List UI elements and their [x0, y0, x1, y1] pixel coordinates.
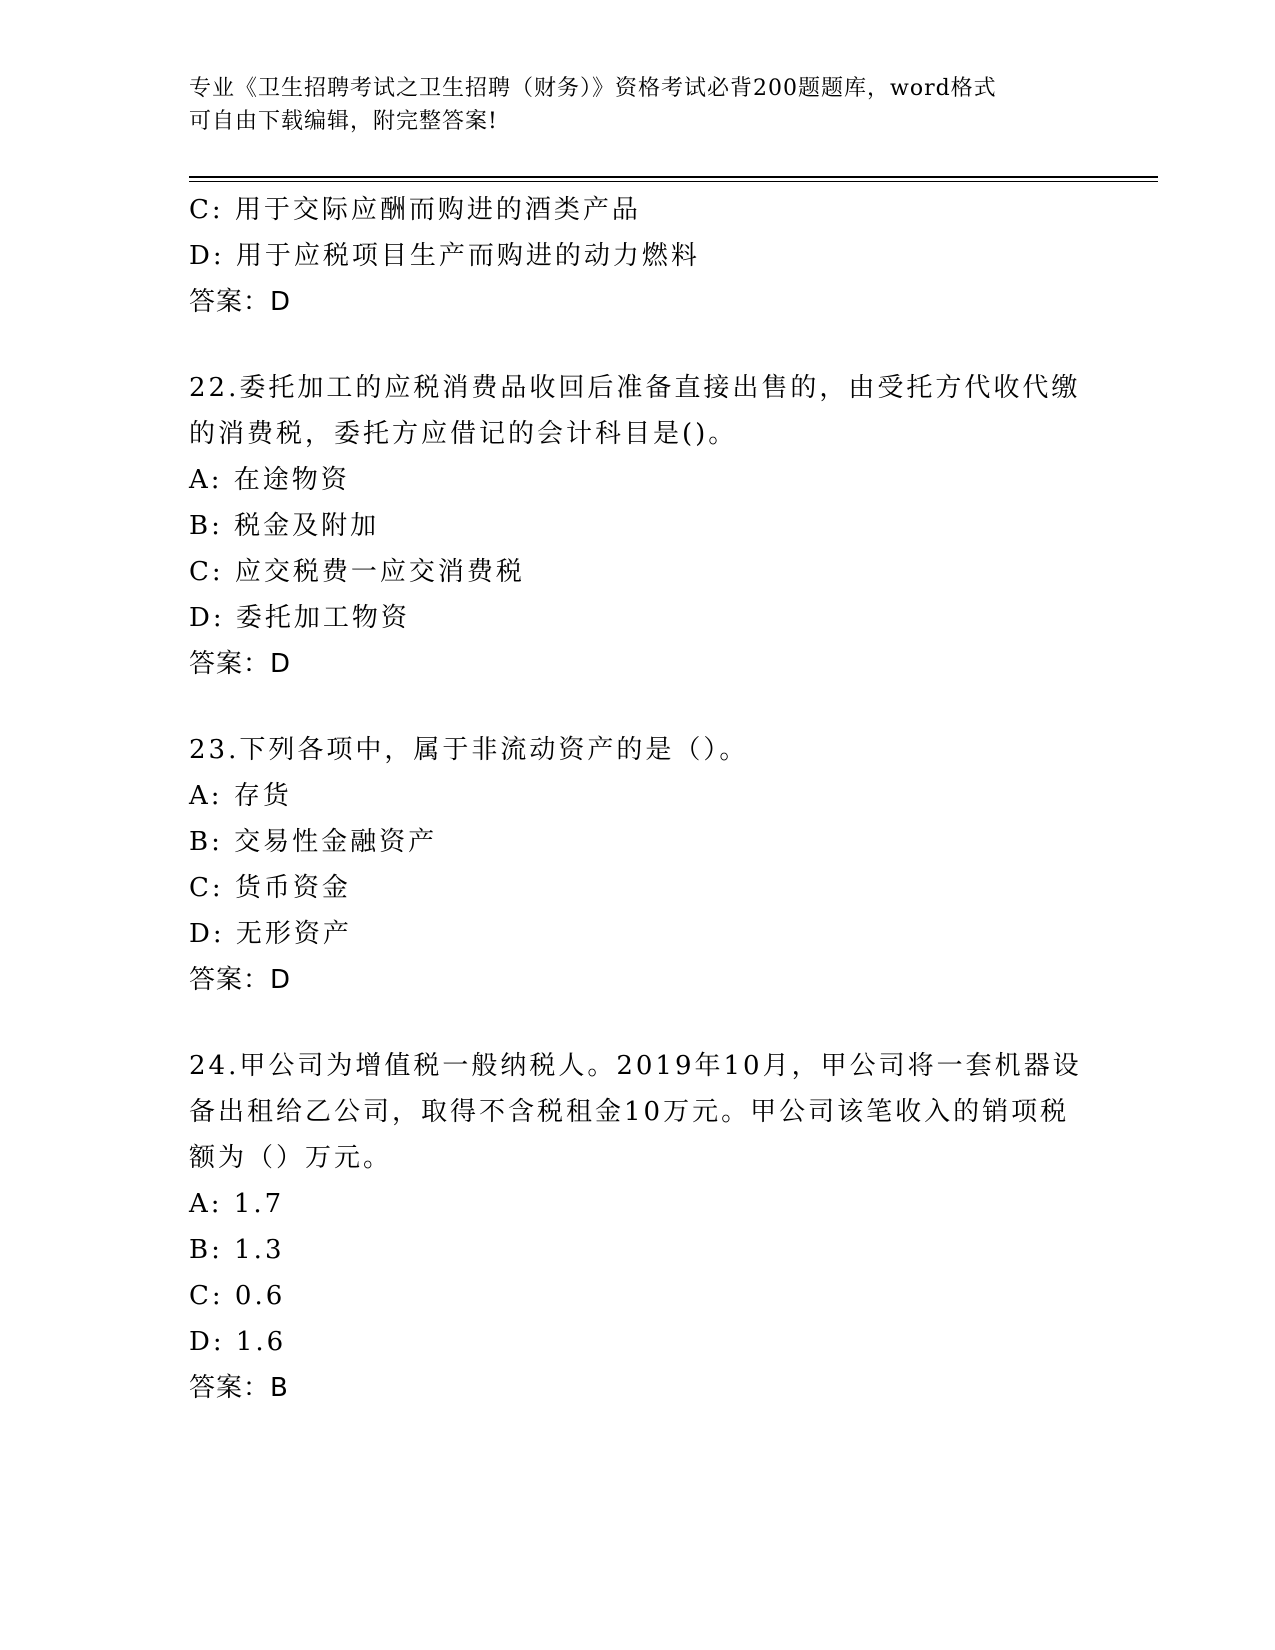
option-d: D: 无形资产: [189, 919, 352, 949]
question-23: [189, 727, 1089, 1003]
question-stem: [189, 1043, 1089, 1181]
option-c: C: 货币资金: [189, 873, 351, 903]
option-d: D: 委托加工物资: [189, 603, 410, 633]
header-divider-thin: [189, 181, 1158, 182]
option-a: A: 1.7: [189, 1189, 285, 1219]
option-c: C: 0.6: [189, 1281, 286, 1311]
header-line-2: 可自由下载编辑，附完整答案!: [189, 109, 498, 134]
option-b: B: 税金及附加: [189, 511, 380, 541]
question-stem-line: 的消费税，委托方应借记的会计科目是()。: [189, 419, 738, 449]
option-a: A: 存货: [189, 781, 292, 811]
answer-line: 答案：D: [189, 965, 292, 995]
question-stem-line: 额为（）万元。: [189, 1143, 393, 1173]
option-b: B: 交易性金融资产: [189, 827, 438, 857]
question-stem: [189, 365, 1089, 457]
question-content: [189, 187, 1089, 1411]
option-b: B: 1.3: [189, 1235, 285, 1265]
answer-line: 答案：D: [189, 287, 292, 317]
answer-line: 答案：B: [189, 1373, 289, 1403]
question-stem-line: 23.下列各项中，属于非流动资产的是（）。: [189, 735, 749, 765]
option-d: D: 1.6: [189, 1327, 287, 1357]
option-c: C: 用于交际应酬而购进的酒类产品: [189, 195, 641, 225]
answer-line: 答案：D: [189, 649, 292, 679]
question-stem: [189, 727, 1089, 773]
option-c: C: 应交税费一应交消费税: [189, 557, 525, 587]
continued-question: [189, 187, 1089, 325]
option-a: A: 在途物资: [189, 465, 350, 495]
question-stem-line: 22.委托加工的应税消费品收回后准备直接出售的，由受托方代收代缴: [189, 373, 1081, 403]
question-stem-line: 24.甲公司为增值税一般纳税人。2019年10月，甲公司将一套机器设: [189, 1051, 1082, 1081]
document-header: [189, 72, 1069, 138]
header-divider-thick: [189, 176, 1158, 178]
header-line-1: 专业《卫生招聘考试之卫生招聘（财务）》资格考试必背200题题库，word格式: [189, 76, 997, 101]
option-d: D: 用于应税项目生产而购进的动力燃料: [189, 241, 700, 271]
question-24: [189, 1043, 1089, 1411]
question-stem-line: 备出租给乙公司，取得不含税租金10万元。甲公司该笔收入的销项税: [189, 1097, 1070, 1127]
question-22: [189, 365, 1089, 687]
